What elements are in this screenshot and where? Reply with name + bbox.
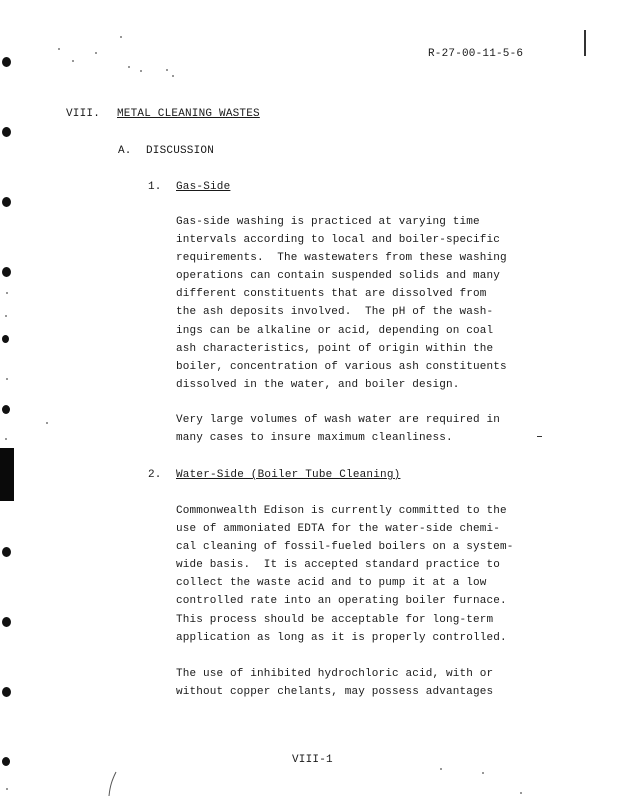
- scan-speck: [58, 48, 60, 50]
- item-title: Gas-Side: [176, 181, 231, 193]
- scan-speck: [95, 52, 97, 54]
- item-title: Water-Side (Boiler Tube Cleaning): [176, 469, 401, 481]
- scan-speck: [120, 36, 122, 38]
- scan-speck: [172, 75, 174, 77]
- punch-hole-mark: [2, 757, 10, 766]
- punch-hole-mark: [2, 335, 9, 343]
- scan-speck: [6, 788, 8, 790]
- scan-speck: [46, 422, 48, 424]
- scan-speck: [520, 792, 522, 794]
- punch-hole-mark: [2, 547, 11, 557]
- scan-speck: [5, 438, 7, 440]
- paragraph: Gas-side washing is practiced at varying time intervals according to local and boiler-specific requirements. The wastewaters from these washing operations can contain suspended solids and many different constituents that are dissolved from the ash deposits involved. The pH of the wash- ings can be alkaline or acid, depending on coal ash characteristics, point of origin within the boiler, concentration of various ash constituents dissolved in the water, and boiler design.: [176, 216, 507, 391]
- punch-hole-mark: [2, 405, 10, 414]
- scan-margin-bar: [0, 448, 14, 501]
- section-title: METAL CLEANING WASTES: [117, 108, 260, 120]
- scan-speck: [128, 66, 130, 68]
- document-number: R-27-00-11-5-6: [428, 48, 524, 60]
- punch-hole-mark: [2, 617, 11, 627]
- scan-speck: [72, 60, 74, 62]
- punch-hole-mark: [2, 687, 11, 697]
- item-number: 2.: [148, 469, 162, 481]
- scan-speck: [6, 292, 8, 294]
- item-number: 1.: [148, 181, 162, 193]
- scan-speck: [6, 378, 8, 380]
- punch-hole-mark: [2, 267, 11, 277]
- scan-speck: [140, 70, 142, 72]
- section-number: VIII.: [66, 108, 101, 120]
- margin-dash: [537, 436, 542, 437]
- subsection-title: DISCUSSION: [146, 145, 215, 157]
- scan-speck: [440, 768, 442, 770]
- scan-speck: [482, 772, 484, 774]
- subsection-letter: A.: [118, 145, 132, 157]
- paragraph: The use of inhibited hydrochloric acid, with or without copper chelants, may possess advantages: [176, 668, 494, 699]
- margin-mark: [584, 30, 586, 56]
- punch-hole-mark: [2, 197, 11, 207]
- paragraph: Very large volumes of wash water are required in many cases to insure maximum cleanliness.: [176, 414, 501, 445]
- punch-hole-mark: [2, 127, 11, 137]
- punch-hole-mark: [2, 57, 11, 67]
- scan-speck: [166, 69, 168, 71]
- paragraph: Commonwealth Edison is currently committed to the use of ammoniated EDTA for the water-side chemi- cal cleaning of fossil-fueled boilers on a system- wide basis. It is accepted standard practice to collect the waste acid and to pump it at a low controlled rate into an operating boiler furnace. This process should be acceptable for long-term application as long as it is properly controlled.: [176, 505, 514, 644]
- scan-speck: [5, 315, 7, 317]
- pencil-mark: [106, 770, 120, 798]
- page-number: VIII-1: [292, 754, 333, 766]
